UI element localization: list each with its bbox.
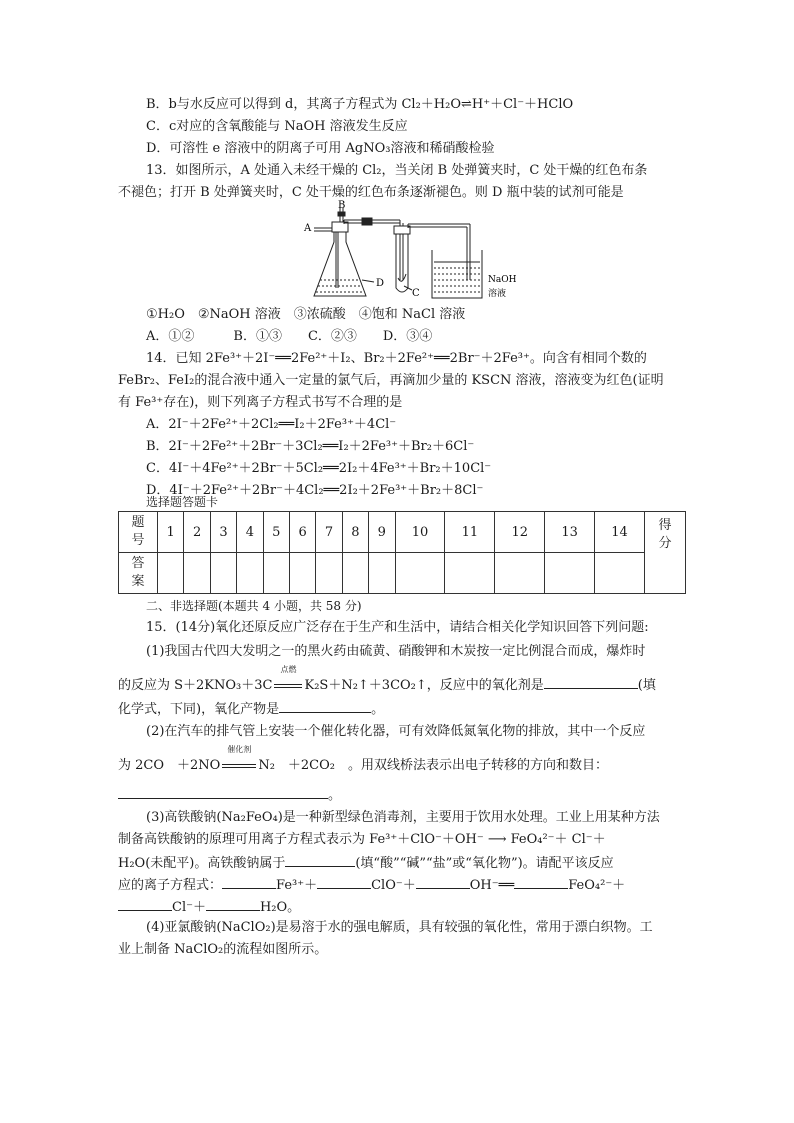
answer-cell[interactable]: [158, 553, 184, 594]
q14-option-b: B．2I⁻＋2Fe²⁺＋2Br⁻＋3Cl₂══I₂＋2Fe³⁺＋Br₂＋6Cl⁻: [146, 439, 475, 454]
period: 。: [328, 788, 342, 803]
answer-card-answer-row: [119, 553, 686, 594]
ion-cl: Cl⁻＋: [172, 900, 206, 915]
score-cell: [645, 512, 686, 594]
classification-answer-blank[interactable]: [285, 852, 355, 867]
q15-part4-line2: 业上制备 NaClO₂的流程如图所示。: [118, 942, 328, 957]
q12-option-b-products: H⁺＋Cl⁻＋HClO: [471, 97, 574, 112]
q12-option-b: [146, 95, 706, 115]
q15-part1-line2: [118, 665, 678, 696]
question-number-cell: 11: [445, 512, 495, 553]
q15-part2-line2: [118, 745, 678, 776]
ion-oh: OH⁻══: [469, 878, 515, 893]
q15-stem: 15．(14分)氧化还原反应广泛存在于生产和生活中，请结合相关化学知识回答下列问题:: [146, 620, 649, 635]
question-number-cell: 13: [545, 512, 595, 553]
answer-cell[interactable]: [395, 553, 445, 594]
catalytic-products: N₂ ＋2CO₂ 。用双线桥法表示出电子转移的方向和数目：: [258, 758, 608, 773]
label-b: B: [338, 200, 346, 211]
q14-option-c: C．4I⁻＋4Fe²⁺＋2Br⁻＋5Cl₂══2I₂＋4Fe³⁺＋Br₂＋10Cl⁻: [146, 461, 492, 476]
answer-cell[interactable]: [237, 553, 263, 594]
question-number-cell: 5: [263, 512, 289, 553]
reaction-condition: [274, 665, 302, 696]
label-naoh: NaOH: [488, 275, 517, 285]
ion-fe3: Fe³⁺＋: [276, 878, 318, 893]
q14-stem-line1: 14．已知 2Fe³⁺＋2I⁻══2Fe²⁺＋I₂、Br₂＋2Fe²⁺══2Br⁻＋2Fe³⁺。向含有相同个数的: [146, 351, 647, 366]
answer-cell[interactable]: [184, 553, 210, 594]
q13-stem-line2: 不褪色；打开 B 处弹簧夹时，C 处干燥的红色布条逐渐褪色。则 D 瓶中装的试剂可能是: [118, 185, 624, 200]
q15-part1-line1: (1)我国古代四大发明之一的黑火药由硫黄、硝酸钾和木炭按一定比例混合而成，爆炸时: [146, 644, 646, 659]
balance-prompt: 应的离子方程式：: [118, 878, 223, 893]
condition-catalyst: 催化剂: [227, 745, 252, 754]
coef-clo-blank[interactable]: [317, 874, 371, 889]
equals-arrow-icon: [274, 684, 302, 688]
q14-option-d: D．4I⁻＋2Fe²⁺＋2Br⁻＋4Cl₂══2I₂＋2Fe³⁺＋Br₂＋8Cl⁻: [146, 483, 484, 498]
answer-cell[interactable]: [545, 553, 595, 594]
answer-label-char1: 答: [131, 556, 145, 571]
equals-arrow-icon: [222, 764, 256, 768]
answer-cell[interactable]: [263, 553, 289, 594]
q12-option-b-text: B．b与水反应可以得到 d，其离子方程式为 Cl₂＋H₂O: [146, 97, 461, 112]
coef-h2o-blank[interactable]: [206, 896, 260, 911]
q12-option-d: D．可溶性 e 溶液中的阴离子可用 AgNO₃溶液和稀硝酸检验: [146, 141, 495, 156]
answer-cell[interactable]: [289, 553, 315, 594]
answer-label-cell: [119, 553, 158, 594]
label-d: D: [376, 278, 385, 289]
condition-ignite: 点燃: [280, 665, 297, 674]
q13-apparatus-figure: [300, 200, 530, 305]
question-number-cell: 8: [342, 512, 368, 553]
catalytic-reactants: 为 2CO ＋2NO: [118, 758, 221, 773]
q14-stem-line2: FeBr₂、FeI₂的混合液中通入一定量的氯气后，再滴加少量的 KSCN 溶液，溶液变为红色(证明: [118, 373, 664, 388]
answer-cell[interactable]: [342, 553, 368, 594]
ion-feo4: FeO₄²⁻＋: [568, 878, 626, 893]
header-label-char1: 题: [131, 515, 145, 530]
period: 。: [371, 702, 385, 717]
question-number-cell: 10: [395, 512, 445, 553]
ion-clo: ClO⁻＋: [371, 878, 416, 893]
answer-card-title: 选择题答题卡: [146, 495, 219, 509]
molecule-h2o: H₂O。: [259, 900, 301, 915]
question-number-cell: 6: [289, 512, 315, 553]
question-number-cell: 12: [495, 512, 545, 553]
question-number-cell: 7: [316, 512, 342, 553]
q15-part2-line3: [118, 784, 678, 806]
equilibrium-arrow-icon: ⇌: [460, 97, 472, 112]
q12-option-c: C．c对应的含氧酸能与 NaOH 溶液发生反应: [146, 119, 408, 134]
q13-reagents: ①H₂O ②NaOH 溶液 ③浓硫酸 ④饱和 NaCl 溶液: [146, 307, 466, 322]
question-number-cell: 2: [184, 512, 210, 553]
coef-fe3-blank[interactable]: [222, 874, 276, 889]
coef-oh-blank[interactable]: [416, 874, 470, 889]
answer-label-char2: 案: [131, 574, 145, 589]
answer-cell[interactable]: [369, 553, 395, 594]
section-2-title: 二、非选择题(本题共 4 小题，共 58 分): [146, 599, 362, 613]
q15-part3-line3: [118, 852, 678, 874]
q15-part1-line3: [118, 698, 678, 720]
q14-stem-line3: 有 Fe³⁺存在)，则下列离子方程式书写不合理的是: [118, 395, 403, 410]
question-number-cell: 1: [158, 512, 184, 553]
header-label-char2: 号: [131, 533, 145, 548]
answer-cell[interactable]: [445, 553, 495, 594]
electron-transfer-answer-blank[interactable]: [118, 784, 328, 799]
label-c: C: [412, 288, 420, 299]
classification-options: (填“酸”“碱”“盐”或“氧化物”)。请配平该反应: [355, 856, 614, 871]
answer-card-table: [118, 511, 686, 594]
coef-feo4-blank[interactable]: [514, 874, 568, 889]
catalytic-condition: [222, 745, 256, 776]
oxidant-answer-blank[interactable]: [544, 674, 638, 689]
answer-cell[interactable]: [595, 553, 645, 594]
q14-option-a: A．2I⁻＋2Fe²⁺＋2Cl₂══I₂＋2Fe³⁺＋4Cl⁻: [146, 417, 397, 432]
question-number-cell: 9: [369, 512, 395, 553]
q13-options: A．①② B．①③ C．②③ D．③④: [146, 329, 433, 344]
score-label-char2: 分: [658, 535, 672, 551]
q15-part4-line1: (4)亚氯酸钠(NaClO₂)是易溶于水的强电解质，具有较强的氧化性，常用于漂白织物。工: [146, 920, 653, 935]
q15-part3-line5: [118, 896, 678, 918]
classification-prompt: H₂O(未配平)。高铁酸钠属于: [118, 856, 286, 871]
label-solution: 溶液: [488, 289, 507, 299]
oxidation-product-prompt: 化学式，下同)，氧化产物是: [118, 702, 280, 717]
q15-part3-line1: (3)高铁酸钠(Na₂FeO₄)是一种新型绿色消毒剂，主要用于饮用水处理。工业上用某种方法: [146, 810, 660, 825]
fill-hint: (填: [637, 678, 656, 693]
answer-cell[interactable]: [316, 553, 342, 594]
label-a: A: [304, 223, 312, 234]
q15-part3-line4: [118, 874, 678, 896]
question-number-cell: 14: [595, 512, 645, 553]
q15-part2-line1: (2)在汽车的排气管上安装一个催化转化器，可有效降低氮氧化物的排放，其中一个反应: [146, 724, 646, 739]
coef-cl-blank[interactable]: [118, 896, 172, 911]
reaction-products: K₂S＋N₂↑＋3CO₂↑，反应中的氧化剂是: [304, 678, 544, 693]
score-label-char1: 得: [658, 517, 672, 533]
q13-stem-line1: 13．如图所示，A 处通入未经干燥的 Cl₂，当关闭 B 处弹簧夹时，C 处干燥的红色布条: [146, 163, 648, 178]
q15-part3-line2: 制备高铁酸钠的原理可用离子方程式表示为 Fe³⁺＋ClO⁻＋OH⁻ ⟶ FeO₄²⁻＋ Cl⁻＋: [118, 832, 606, 847]
oxidation-product-answer-blank[interactable]: [279, 698, 371, 713]
answer-cell[interactable]: [495, 553, 545, 594]
header-label-cell: [119, 512, 158, 553]
question-number-cell: 4: [237, 512, 263, 553]
answer-cell[interactable]: [210, 553, 236, 594]
question-number-cell: 3: [210, 512, 236, 553]
reaction-reactants: 的反应为 S＋2KNO₃＋3C: [118, 678, 273, 693]
answer-card-header-row: [119, 512, 686, 553]
